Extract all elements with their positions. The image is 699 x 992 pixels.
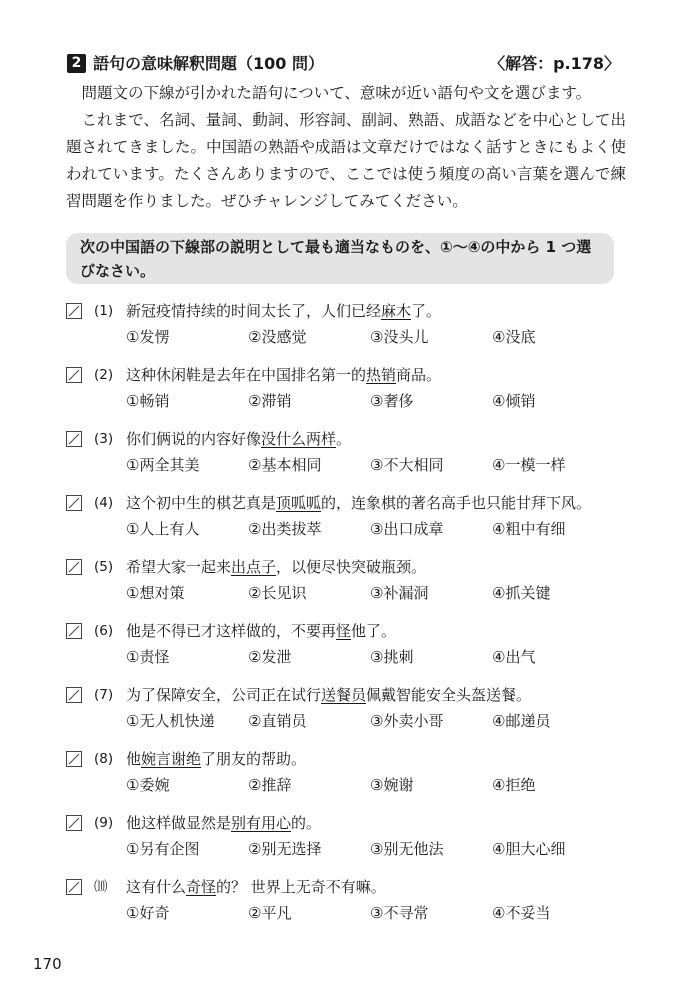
sentence-part: 的。 xyxy=(291,814,322,832)
option-2[interactable]: ②出类拔萃 xyxy=(248,520,322,538)
option-4[interactable]: ④出气 xyxy=(492,648,536,666)
option-1[interactable]: ①发愣 xyxy=(126,328,170,346)
question-sentence xyxy=(126,683,531,707)
question-sentence xyxy=(126,363,441,387)
option-4[interactable]: ④胆大心细 xyxy=(492,840,566,858)
underlined-phrase: 奇怪 xyxy=(186,878,217,896)
question-number: ⑽ xyxy=(94,879,108,895)
checkbox-icon[interactable] xyxy=(66,303,82,319)
question-number: (2) xyxy=(94,367,114,383)
sentence-part: 这种休闲鞋是去年在中国排名第一的 xyxy=(126,366,367,384)
option-1[interactable]: ①人上有人 xyxy=(126,520,200,538)
question-sentence xyxy=(126,299,441,323)
sentence-part: 的，连象棋的著名高手也只能甘拜下风。 xyxy=(321,494,592,512)
underlined-phrase: 怪 xyxy=(336,622,352,640)
option-2[interactable]: ②长见识 xyxy=(248,584,307,602)
question-number: (6) xyxy=(94,623,114,639)
intro-paragraph: これまで、名詞、量詞、動詞、形容詞、副詞、熟語、成語などを中心として出題されてきました。中国語の熟語や成語は文章だけではなく話すときにもよく使われています。たくさんありますので、ここでは使う頻度の高い言葉を選んで練習問題を作りました。ぜひチャレンジしてみてください。 xyxy=(66,111,626,210)
sentence-part: 的？ 世界上无奇不有嘛。 xyxy=(216,878,386,896)
sentence-part: 他是不得已才这样做的，不要再 xyxy=(126,622,337,640)
sentence-part: ，以便尽快突破瓶颈。 xyxy=(276,558,427,576)
underlined-phrase: 顶呱呱 xyxy=(276,494,322,512)
option-1[interactable]: ①责怪 xyxy=(126,648,170,666)
sentence-part: 新冠疫情持续的时间太长了，人们已经 xyxy=(126,302,382,320)
question-sentence xyxy=(126,555,426,579)
option-3[interactable]: ③别无他法 xyxy=(370,840,444,858)
sentence-part: 佩戴智能安全头盔送餐。 xyxy=(366,686,532,704)
option-2[interactable]: ②发泄 xyxy=(248,648,292,666)
option-2[interactable]: ②直销员 xyxy=(248,712,307,730)
checkbox-icon[interactable] xyxy=(66,879,82,895)
question-item xyxy=(66,427,626,491)
sentence-part: 了。 xyxy=(411,302,442,320)
sentence-part: 这有什么 xyxy=(126,878,187,896)
sentence-part: 这个初中生的棋艺真是 xyxy=(126,494,277,512)
underlined-phrase: 没什么两样 xyxy=(261,430,337,448)
question-number: (8) xyxy=(94,751,114,767)
question-sentence xyxy=(126,491,591,515)
option-1[interactable]: ①无人机快递 xyxy=(126,712,215,730)
option-4[interactable]: ④没底 xyxy=(492,328,536,346)
instruction-box: 次の中国語の下線部の説明として最も適当なものを、①～④の中から 1 つ選びなさい。 xyxy=(66,233,614,284)
checkbox-icon[interactable] xyxy=(66,431,82,447)
option-4[interactable]: ④邮递员 xyxy=(492,712,551,730)
option-4[interactable]: ④拒绝 xyxy=(492,776,536,794)
question-number: (9) xyxy=(94,815,114,831)
question-sentence xyxy=(126,427,351,451)
underlined-phrase: 麻木 xyxy=(381,302,412,320)
question-sentence xyxy=(126,619,396,643)
option-1[interactable]: ①另有企图 xyxy=(126,840,200,858)
sentence-part: 你们俩说的内容好像 xyxy=(126,430,262,448)
underlined-phrase: 别有用心 xyxy=(231,814,292,832)
section-title: 語句の意味解釈問題（100 問） xyxy=(93,54,324,73)
question-sentence xyxy=(126,811,321,835)
option-4[interactable]: ④抓关键 xyxy=(492,584,551,602)
question-number: (1) xyxy=(94,303,114,319)
question-sentence xyxy=(126,875,386,899)
question-item xyxy=(66,299,626,363)
option-1[interactable]: ①畅销 xyxy=(126,392,170,410)
checkbox-icon[interactable] xyxy=(66,751,82,767)
question-sentence xyxy=(126,747,306,771)
option-3[interactable]: ③外卖小哥 xyxy=(370,712,444,730)
option-2[interactable]: ②推辞 xyxy=(248,776,292,794)
sentence-part: 商品。 xyxy=(396,366,442,384)
question-list xyxy=(66,299,626,939)
question-item xyxy=(66,811,626,875)
option-2[interactable]: ②滞销 xyxy=(248,392,292,410)
section-number-badge: 2 xyxy=(67,54,86,73)
sentence-part: 为了保障安全，公司正在试行 xyxy=(126,686,322,704)
underlined-phrase: 送餐员 xyxy=(321,686,367,704)
question-item xyxy=(66,747,626,811)
option-3[interactable]: ③没头儿 xyxy=(370,328,429,346)
option-1[interactable]: ①好奇 xyxy=(126,904,170,922)
sentence-part: 。 xyxy=(336,430,352,448)
intro-paragraph: 問題文の下線が引かれた語句について、意味が近い語句や文を選びます。 xyxy=(81,84,592,102)
sentence-part: 了朋友的帮助。 xyxy=(201,750,307,768)
option-4[interactable]: ④粗中有细 xyxy=(492,520,566,538)
option-2[interactable]: ②基本相同 xyxy=(248,456,322,474)
option-2[interactable]: ②没感觉 xyxy=(248,328,307,346)
checkbox-icon[interactable] xyxy=(66,687,82,703)
option-4[interactable]: ④不妥当 xyxy=(492,904,551,922)
option-3[interactable]: ③婉谢 xyxy=(370,776,414,794)
intro-text xyxy=(66,80,626,215)
sentence-part: 他了。 xyxy=(351,622,397,640)
underlined-phrase: 热销 xyxy=(366,366,397,384)
option-1[interactable]: ①想对策 xyxy=(126,584,185,602)
section-header xyxy=(67,53,620,77)
option-3[interactable]: ③奢侈 xyxy=(370,392,414,410)
question-number: (3) xyxy=(94,431,114,447)
checkbox-icon[interactable] xyxy=(66,815,82,831)
option-3[interactable]: ③不大相同 xyxy=(370,456,444,474)
option-2[interactable]: ②别无选择 xyxy=(248,840,322,858)
sentence-part: 他这样做显然是 xyxy=(126,814,232,832)
question-item xyxy=(66,491,626,555)
option-3[interactable]: ③补漏洞 xyxy=(370,584,429,602)
option-4[interactable]: ④一模一样 xyxy=(492,456,566,474)
underlined-phrase: 出点子 xyxy=(231,558,277,576)
option-3[interactable]: ③出口成章 xyxy=(370,520,444,538)
page-number: 170 xyxy=(33,955,62,973)
question-item xyxy=(66,875,626,939)
sentence-part: 希望大家一起来 xyxy=(126,558,232,576)
option-2[interactable]: ②平凡 xyxy=(248,904,292,922)
question-number: (7) xyxy=(94,687,114,703)
sentence-part: 他 xyxy=(126,750,142,768)
question-item xyxy=(66,619,626,683)
question-item xyxy=(66,363,626,427)
checkbox-icon[interactable] xyxy=(66,623,82,639)
checkbox-icon[interactable] xyxy=(66,495,82,511)
question-number: (5) xyxy=(94,559,114,575)
question-item xyxy=(66,555,626,619)
question-number: (4) xyxy=(94,495,114,511)
option-3[interactable]: ③不寻常 xyxy=(370,904,429,922)
question-item xyxy=(66,683,626,747)
checkbox-icon[interactable] xyxy=(66,559,82,575)
underlined-phrase: 婉言谢绝 xyxy=(141,750,202,768)
option-3[interactable]: ③挑刺 xyxy=(370,648,414,666)
option-1[interactable]: ①两全其美 xyxy=(126,456,200,474)
option-1[interactable]: ①委婉 xyxy=(126,776,170,794)
answer-reference: 〈解答：p.178〉 xyxy=(489,54,620,73)
option-4[interactable]: ④倾销 xyxy=(492,392,536,410)
checkbox-icon[interactable] xyxy=(66,367,82,383)
